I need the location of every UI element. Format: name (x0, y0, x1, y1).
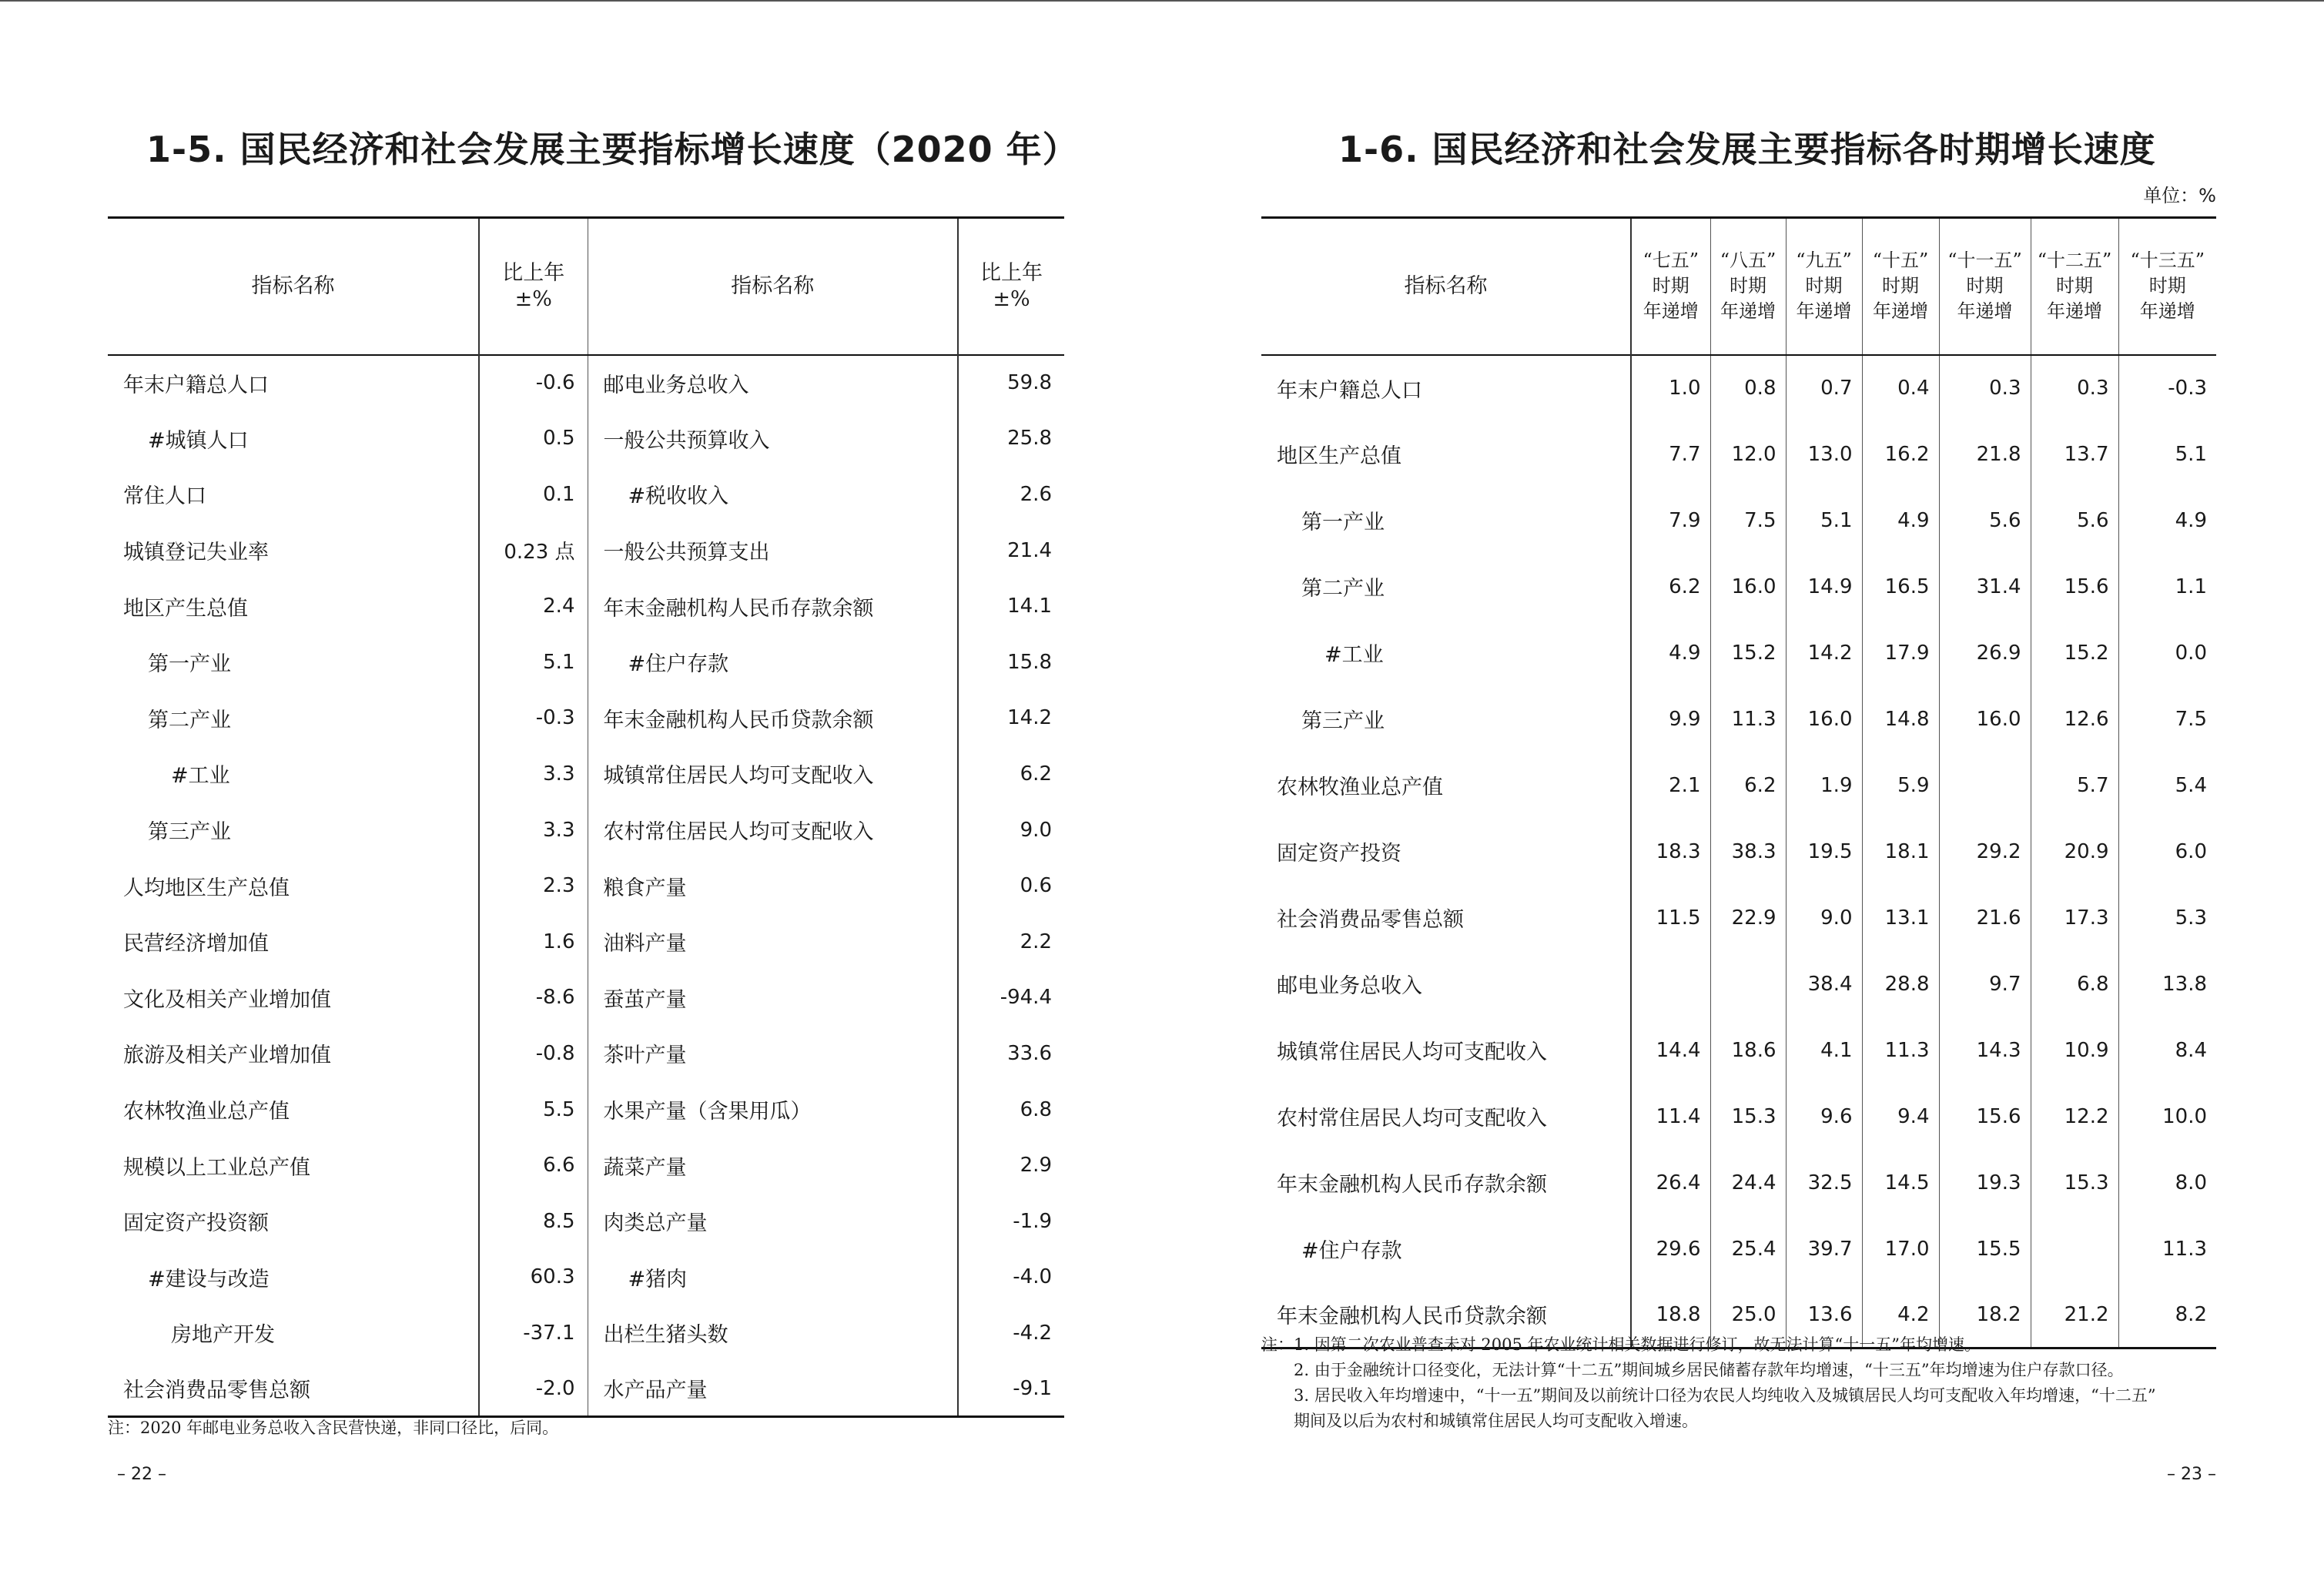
indicator-value: 25.8 (958, 410, 1064, 467)
indicator-value: 9.0 (958, 802, 1064, 858)
period-value: 7.5 (2118, 686, 2216, 752)
period-value: 11.3 (2118, 1216, 2216, 1282)
note-line: 期间及以后为农村和城镇常住居民人均可支配收入增速。 (1294, 1412, 1698, 1430)
table-row (108, 1193, 1064, 1249)
unit-label: 单位：% (2143, 185, 2216, 206)
table-1-5-title: 1-5. 国民经济和社会发展主要指标增长速度（2020 年） (146, 129, 1079, 170)
indicator-name: #工业 (1324, 643, 1384, 667)
period-value: 1.0 (1631, 355, 1710, 421)
period-value: 4.9 (1631, 620, 1710, 686)
indicator-value: -0.3 (479, 690, 588, 746)
period-value: 9.9 (1631, 686, 1710, 752)
indicator-name: #猪肉 (588, 1249, 958, 1305)
note-line: 2. 由于金融统计口径变化，无法计算“十二五”期间城乡居民储蓄存款年均增速，“十三五”年均增速为住户存款口径。 (1294, 1361, 2124, 1379)
table-1-5-note: 注：2020 年邮电业务总收入含民营快递，非同口径比，后同。 (108, 1419, 559, 1437)
indicator-value: -37.1 (479, 1305, 588, 1362)
period-value: 18.2 (1939, 1282, 2031, 1348)
period-value: 14.9 (1786, 554, 1862, 620)
header-period-7 (2118, 218, 2216, 355)
period-value: 18.8 (1631, 1282, 1710, 1348)
indicator-value: 6.6 (479, 1137, 588, 1194)
period-value: 9.0 (1786, 885, 1862, 951)
period-line3: 年递增 (1796, 300, 1852, 323)
indicator-value: 33.6 (958, 1026, 1064, 1082)
indicator-name: 旅游及相关产业增加值 (123, 1044, 331, 1068)
table-row (108, 1026, 1064, 1082)
period-line2: 时期 (1882, 275, 1919, 297)
period-value: 15.2 (2031, 620, 2118, 686)
period-value: 5.1 (2118, 421, 2216, 487)
period-value: 16.0 (1939, 686, 2031, 752)
period-value: 15.6 (1939, 1084, 2031, 1150)
period-value: 17.0 (1862, 1216, 1939, 1282)
indicator-name: 粮食产量 (588, 858, 958, 914)
header-period-3 (1786, 218, 1862, 355)
period-value: 25.4 (1710, 1216, 1786, 1282)
table-row (1261, 885, 2216, 951)
period-value: 15.6 (2031, 554, 2118, 620)
header-indicator-name: 指标名称 (251, 273, 335, 298)
table-1-6-notes (1261, 1332, 2156, 1434)
period-name: “十一五” (1947, 250, 2022, 272)
indicator-name: 文化及相关产业增加值 (123, 987, 331, 1012)
indicator-name: 茶叶产量 (588, 1026, 958, 1082)
period-value: 1.1 (2118, 554, 2216, 620)
table-row (1261, 355, 2216, 421)
table-row (108, 522, 1064, 578)
period-value: 0.4 (1862, 355, 1939, 421)
indicator-value: 0.5 (479, 410, 588, 467)
period-value: 5.4 (2118, 752, 2216, 819)
table-row (1261, 620, 2216, 686)
table-row (108, 690, 1064, 746)
indicator-value: -0.8 (479, 1026, 588, 1082)
period-value: 9.4 (1862, 1084, 1939, 1150)
table-row (108, 858, 1064, 914)
table-row (1261, 487, 2216, 554)
period-value: 5.6 (1939, 487, 2031, 554)
period-value: 6.2 (1710, 752, 1786, 819)
period-name: “九五” (1796, 250, 1852, 272)
header-indicator-name-2: 指标名称 (588, 218, 958, 355)
period-line2: 时期 (2148, 275, 2186, 297)
table-row (108, 634, 1064, 690)
period-value: 5.3 (2118, 885, 2216, 951)
period-value: 5.7 (2031, 752, 2118, 819)
period-value: 26.4 (1631, 1150, 1710, 1216)
table-1-5 (108, 216, 1064, 1418)
indicator-value: -9.1 (958, 1361, 1064, 1417)
period-value (1631, 951, 1710, 1017)
period-value: 19.3 (1939, 1150, 2031, 1216)
indicator-name: 城镇常住居民人均可支配收入 (588, 746, 958, 802)
period-value: 7.5 (1710, 487, 1786, 554)
header-yoy-line1: 比上年 (502, 260, 565, 285)
period-value: 7.7 (1631, 421, 1710, 487)
table-row (1261, 421, 2216, 487)
period-value: 14.4 (1631, 1017, 1710, 1084)
period-value: 10.9 (2031, 1017, 2118, 1084)
table-row (1261, 1017, 2216, 1084)
period-line3: 年递增 (1873, 300, 1928, 323)
indicator-name: 第三产业 (148, 820, 231, 845)
indicator-name: 年末金融机构人民币存款余额 (1277, 1173, 1547, 1197)
indicator-name: 社会消费品零售总额 (123, 1379, 310, 1403)
period-value: 8.4 (2118, 1017, 2216, 1084)
indicator-name: 民营经济增加值 (123, 932, 269, 956)
indicator-value: 15.8 (958, 634, 1064, 690)
period-line3: 年递增 (2047, 300, 2102, 323)
period-name: “十二五” (2037, 250, 2112, 272)
period-value: 12.2 (2031, 1084, 2118, 1150)
period-value: 5.6 (2031, 487, 2118, 554)
period-line3: 年递增 (1957, 300, 2013, 323)
period-value: 4.2 (1862, 1282, 1939, 1348)
table-row (108, 1081, 1064, 1137)
header-period-4 (1862, 218, 1939, 355)
period-value: 29.2 (1939, 819, 2031, 885)
header-yoy-line2: ±% (993, 286, 1030, 311)
period-value: 4.9 (2118, 487, 2216, 554)
indicator-name: 人均地区生产总值 (123, 876, 290, 900)
period-value: 39.7 (1786, 1216, 1862, 1282)
period-value: 25.0 (1710, 1282, 1786, 1348)
indicator-value: -4.0 (958, 1249, 1064, 1305)
indicator-value: 14.2 (958, 690, 1064, 746)
period-value: 19.5 (1786, 819, 1862, 885)
indicator-name: 水产品产量 (588, 1361, 958, 1417)
period-value: 26.9 (1939, 620, 2031, 686)
table-row (108, 1249, 1064, 1305)
period-value: 21.8 (1939, 421, 2031, 487)
indicator-name: 社会消费品零售总额 (1277, 908, 1464, 932)
indicator-name: 一般公共预算收入 (588, 410, 958, 467)
period-line2: 时期 (1966, 275, 2004, 297)
period-value: 15.3 (1710, 1084, 1786, 1150)
period-name: “十五” (1872, 250, 1929, 272)
indicator-name: #住户存款 (1301, 1239, 1402, 1263)
indicator-value: 5.1 (479, 634, 588, 690)
period-value: 0.0 (2118, 620, 2216, 686)
indicator-value: 59.8 (958, 355, 1064, 411)
period-value: 22.9 (1710, 885, 1786, 951)
table-1-6 (1261, 216, 2216, 1349)
table-row (1261, 1084, 2216, 1150)
indicator-value: 2.6 (958, 467, 1064, 523)
indicator-name: 城镇登记失业率 (123, 541, 269, 565)
period-line2: 时期 (1652, 275, 1689, 297)
indicator-value: 0.1 (479, 467, 588, 523)
period-value: 14.8 (1862, 686, 1939, 752)
header-period-1 (1631, 218, 1710, 355)
indicator-name: 固定资产投资 (1277, 842, 1401, 866)
period-value: 9.6 (1786, 1084, 1862, 1150)
period-value: 13.7 (2031, 421, 2118, 487)
period-value: 11.3 (1710, 686, 1786, 752)
period-value: 0.3 (1939, 355, 2031, 421)
period-value: 5.1 (1786, 487, 1862, 554)
period-name: “八五” (1720, 250, 1776, 272)
indicator-value: 1.6 (479, 913, 588, 970)
period-line2: 时期 (2056, 275, 2093, 297)
table-row (1261, 554, 2216, 620)
indicator-value: 2.9 (958, 1137, 1064, 1194)
indicator-name: 邮电业务总收入 (588, 355, 958, 411)
page-number-right: – 23 – (2167, 1465, 2216, 1484)
indicator-value: -8.6 (479, 970, 588, 1026)
table-row (108, 970, 1064, 1026)
period-line2: 时期 (1730, 275, 1766, 297)
note-line: 注：1. 因第二次农业普查未对 2005 年农业统计相关数据进行修订，故无法计算“十一五”年均增速。 (1261, 1335, 1981, 1354)
period-value: 14.3 (1939, 1017, 2031, 1084)
indicator-value: 14.1 (958, 578, 1064, 635)
period-value: 6.0 (2118, 819, 2216, 885)
table-row (108, 1305, 1064, 1362)
period-value: 14.5 (1862, 1150, 1939, 1216)
period-value: 4.9 (1862, 487, 1939, 554)
indicator-value: 5.5 (479, 1081, 588, 1137)
period-value: 8.2 (2118, 1282, 2216, 1348)
indicator-value: 6.8 (958, 1081, 1064, 1137)
header-period-6 (2031, 218, 2118, 355)
page-23 (1261, 0, 2216, 1588)
period-value: 0.7 (1786, 355, 1862, 421)
indicator-name: 第二产业 (148, 708, 231, 732)
period-value: 18.3 (1631, 819, 1710, 885)
period-value: 4.1 (1786, 1017, 1862, 1084)
table-row (108, 578, 1064, 635)
indicator-value: 3.3 (479, 746, 588, 802)
page-22 (108, 0, 1079, 1588)
indicator-value: 0.6 (958, 858, 1064, 914)
table-row (1261, 819, 2216, 885)
indicator-value: 8.5 (479, 1193, 588, 1249)
header-indicator-name: 指标名称 (1404, 273, 1488, 298)
period-value: 24.4 (1710, 1150, 1786, 1216)
indicator-value: -4.2 (958, 1305, 1064, 1362)
indicator-name: 水果产量（含果用瓜） (588, 1081, 958, 1137)
indicator-name: 出栏生猪头数 (588, 1305, 958, 1362)
indicator-name: 年末户籍总人口 (1277, 378, 1422, 403)
period-value: 13.6 (1786, 1282, 1862, 1348)
period-value: 18.6 (1710, 1017, 1786, 1084)
indicator-value: 6.2 (958, 746, 1064, 802)
period-value (2031, 1216, 2118, 1282)
header-period-2 (1710, 218, 1786, 355)
table-header-row (108, 218, 1064, 355)
table-row (1261, 686, 2216, 752)
period-value: 2.1 (1631, 752, 1710, 819)
header-yoy-change (479, 218, 588, 355)
period-value: 13.0 (1786, 421, 1862, 487)
period-value: 13.8 (2118, 951, 2216, 1017)
indicator-name: #税收收入 (588, 467, 958, 523)
indicator-name: 固定资产投资额 (123, 1211, 269, 1236)
indicator-name: 地区生产总值 (1277, 444, 1401, 468)
indicator-value: -2.0 (479, 1361, 588, 1417)
header-yoy-change-2 (958, 218, 1064, 355)
period-value: 38.4 (1786, 951, 1862, 1017)
period-value: 11.3 (1862, 1017, 1939, 1084)
period-line3: 年递增 (2139, 300, 2195, 323)
indicator-name: 常住人口 (123, 484, 206, 509)
table-1-6-title: 1-6. 国民经济和社会发展主要指标各时期增长速度 (1338, 129, 2156, 170)
period-value: 21.6 (1939, 885, 2031, 951)
period-value: 5.9 (1862, 752, 1939, 819)
indicator-name: 农林牧渔业总产值 (1277, 776, 1443, 799)
indicator-name: #工业 (171, 764, 230, 789)
period-value: 32.5 (1786, 1150, 1862, 1216)
period-value: 0.8 (1710, 355, 1786, 421)
indicator-name: 第一产业 (148, 652, 231, 677)
table-row (1261, 951, 2216, 1017)
period-value: 17.9 (1862, 620, 1939, 686)
period-value: 16.2 (1862, 421, 1939, 487)
indicator-name: 邮电业务总收入 (1277, 974, 1422, 998)
table-row (108, 1137, 1064, 1194)
indicator-name: 年末户籍总人口 (123, 373, 269, 397)
table-row (108, 355, 1064, 411)
page-number-left: – 22 – (117, 1465, 166, 1484)
indicator-value: 2.3 (479, 858, 588, 914)
indicator-name: 第二产业 (1301, 577, 1385, 601)
indicator-value: -0.6 (479, 355, 588, 411)
table-row (108, 410, 1064, 467)
period-value: 9.7 (1939, 951, 2031, 1017)
indicator-name: 城镇常住居民人均可支配收入 (1277, 1040, 1547, 1064)
indicator-value: -1.9 (958, 1193, 1064, 1249)
period-value: 16.0 (1786, 686, 1862, 752)
indicator-value: 2.2 (958, 913, 1064, 970)
period-value: 15.5 (1939, 1216, 2031, 1282)
period-value: 17.3 (2031, 885, 2118, 951)
period-value: 38.3 (1710, 819, 1786, 885)
period-value: 7.9 (1631, 487, 1710, 554)
period-line3: 年递增 (1643, 300, 1699, 323)
indicator-name: 蔬菜产量 (588, 1137, 958, 1194)
period-value: 16.5 (1862, 554, 1939, 620)
period-value: 29.6 (1631, 1216, 1710, 1282)
period-value: 28.8 (1862, 951, 1939, 1017)
indicator-name: 第一产业 (1301, 511, 1385, 534)
period-value: 11.4 (1631, 1084, 1710, 1150)
period-value: 12.6 (2031, 686, 2118, 752)
indicator-name: 房地产开发 (171, 1323, 275, 1348)
header-period-5 (1939, 218, 2031, 355)
indicator-name: #建设与改造 (148, 1267, 270, 1292)
period-value: 1.9 (1786, 752, 1862, 819)
indicator-value: 2.4 (479, 578, 588, 635)
indicator-name: 地区产生总值 (123, 596, 248, 621)
indicator-name: 年末金融机构人民币贷款余额 (588, 690, 958, 746)
period-value: 10.0 (2118, 1084, 2216, 1150)
indicator-name: #城镇人口 (148, 428, 249, 453)
period-value: 11.5 (1631, 885, 1710, 951)
indicator-name: 年末金融机构人民币贷款余额 (1277, 1305, 1547, 1329)
header-yoy-line2: ±% (514, 286, 552, 311)
period-value: 31.4 (1939, 554, 2031, 620)
period-line2: 时期 (1805, 275, 1843, 297)
indicator-name: 农村常住居民人均可支配收入 (1277, 1107, 1547, 1131)
period-value: 21.2 (2031, 1282, 2118, 1348)
period-name: “十三五” (2130, 250, 2205, 272)
header-yoy-line1: 比上年 (980, 260, 1043, 285)
table-row (108, 913, 1064, 970)
note-line: 3. 居民收入年均增速中，“十一五”期间及以前统计口径为农民人均纯收入及城镇居民人均可支配收入年均增速，“十二五” (1294, 1386, 2156, 1405)
period-value: -0.3 (2118, 355, 2216, 421)
table-row (1261, 752, 2216, 819)
table-row (1261, 1150, 2216, 1216)
indicator-name: 第三产业 (1301, 709, 1385, 733)
period-value: 6.2 (1631, 554, 1710, 620)
period-value (1939, 752, 2031, 819)
period-value: 8.0 (2118, 1150, 2216, 1216)
period-value: 12.0 (1710, 421, 1786, 487)
indicator-name: 油料产量 (588, 913, 958, 970)
indicator-value: 3.3 (479, 802, 588, 858)
table-row (1261, 1216, 2216, 1282)
indicator-value: -94.4 (958, 970, 1064, 1026)
indicator-name: 农林牧渔业总产值 (123, 1100, 290, 1124)
indicator-name: 农村常住居民人均可支配收入 (588, 802, 958, 858)
period-value: 0.3 (2031, 355, 2118, 421)
period-value: 16.0 (1710, 554, 1786, 620)
period-value (1710, 951, 1786, 1017)
indicator-name: 年末金融机构人民币存款余额 (588, 578, 958, 635)
period-value: 15.2 (1710, 620, 1786, 686)
period-value: 15.3 (2031, 1150, 2118, 1216)
indicator-name: 蚕茧产量 (588, 970, 958, 1026)
table-row (108, 746, 1064, 802)
table-header-row (1261, 218, 2216, 355)
table-row (108, 802, 1064, 858)
indicator-name: 规模以上工业总产值 (123, 1155, 310, 1180)
period-value: 14.2 (1786, 620, 1862, 686)
indicator-name: 肉类总产量 (588, 1193, 958, 1249)
period-name: “七五” (1643, 250, 1699, 272)
period-value: 18.1 (1862, 819, 1939, 885)
table-row (108, 467, 1064, 523)
period-line3: 年递增 (1720, 300, 1776, 323)
indicator-value: 21.4 (958, 522, 1064, 578)
period-value: 6.8 (2031, 951, 2118, 1017)
indicator-value: 60.3 (479, 1249, 588, 1305)
indicator-value: 0.23 点 (479, 522, 588, 578)
table-row (108, 1361, 1064, 1417)
period-value: 20.9 (2031, 819, 2118, 885)
indicator-name: #住户存款 (588, 634, 958, 690)
period-value: 13.1 (1862, 885, 1939, 951)
indicator-name: 一般公共预算支出 (588, 522, 958, 578)
